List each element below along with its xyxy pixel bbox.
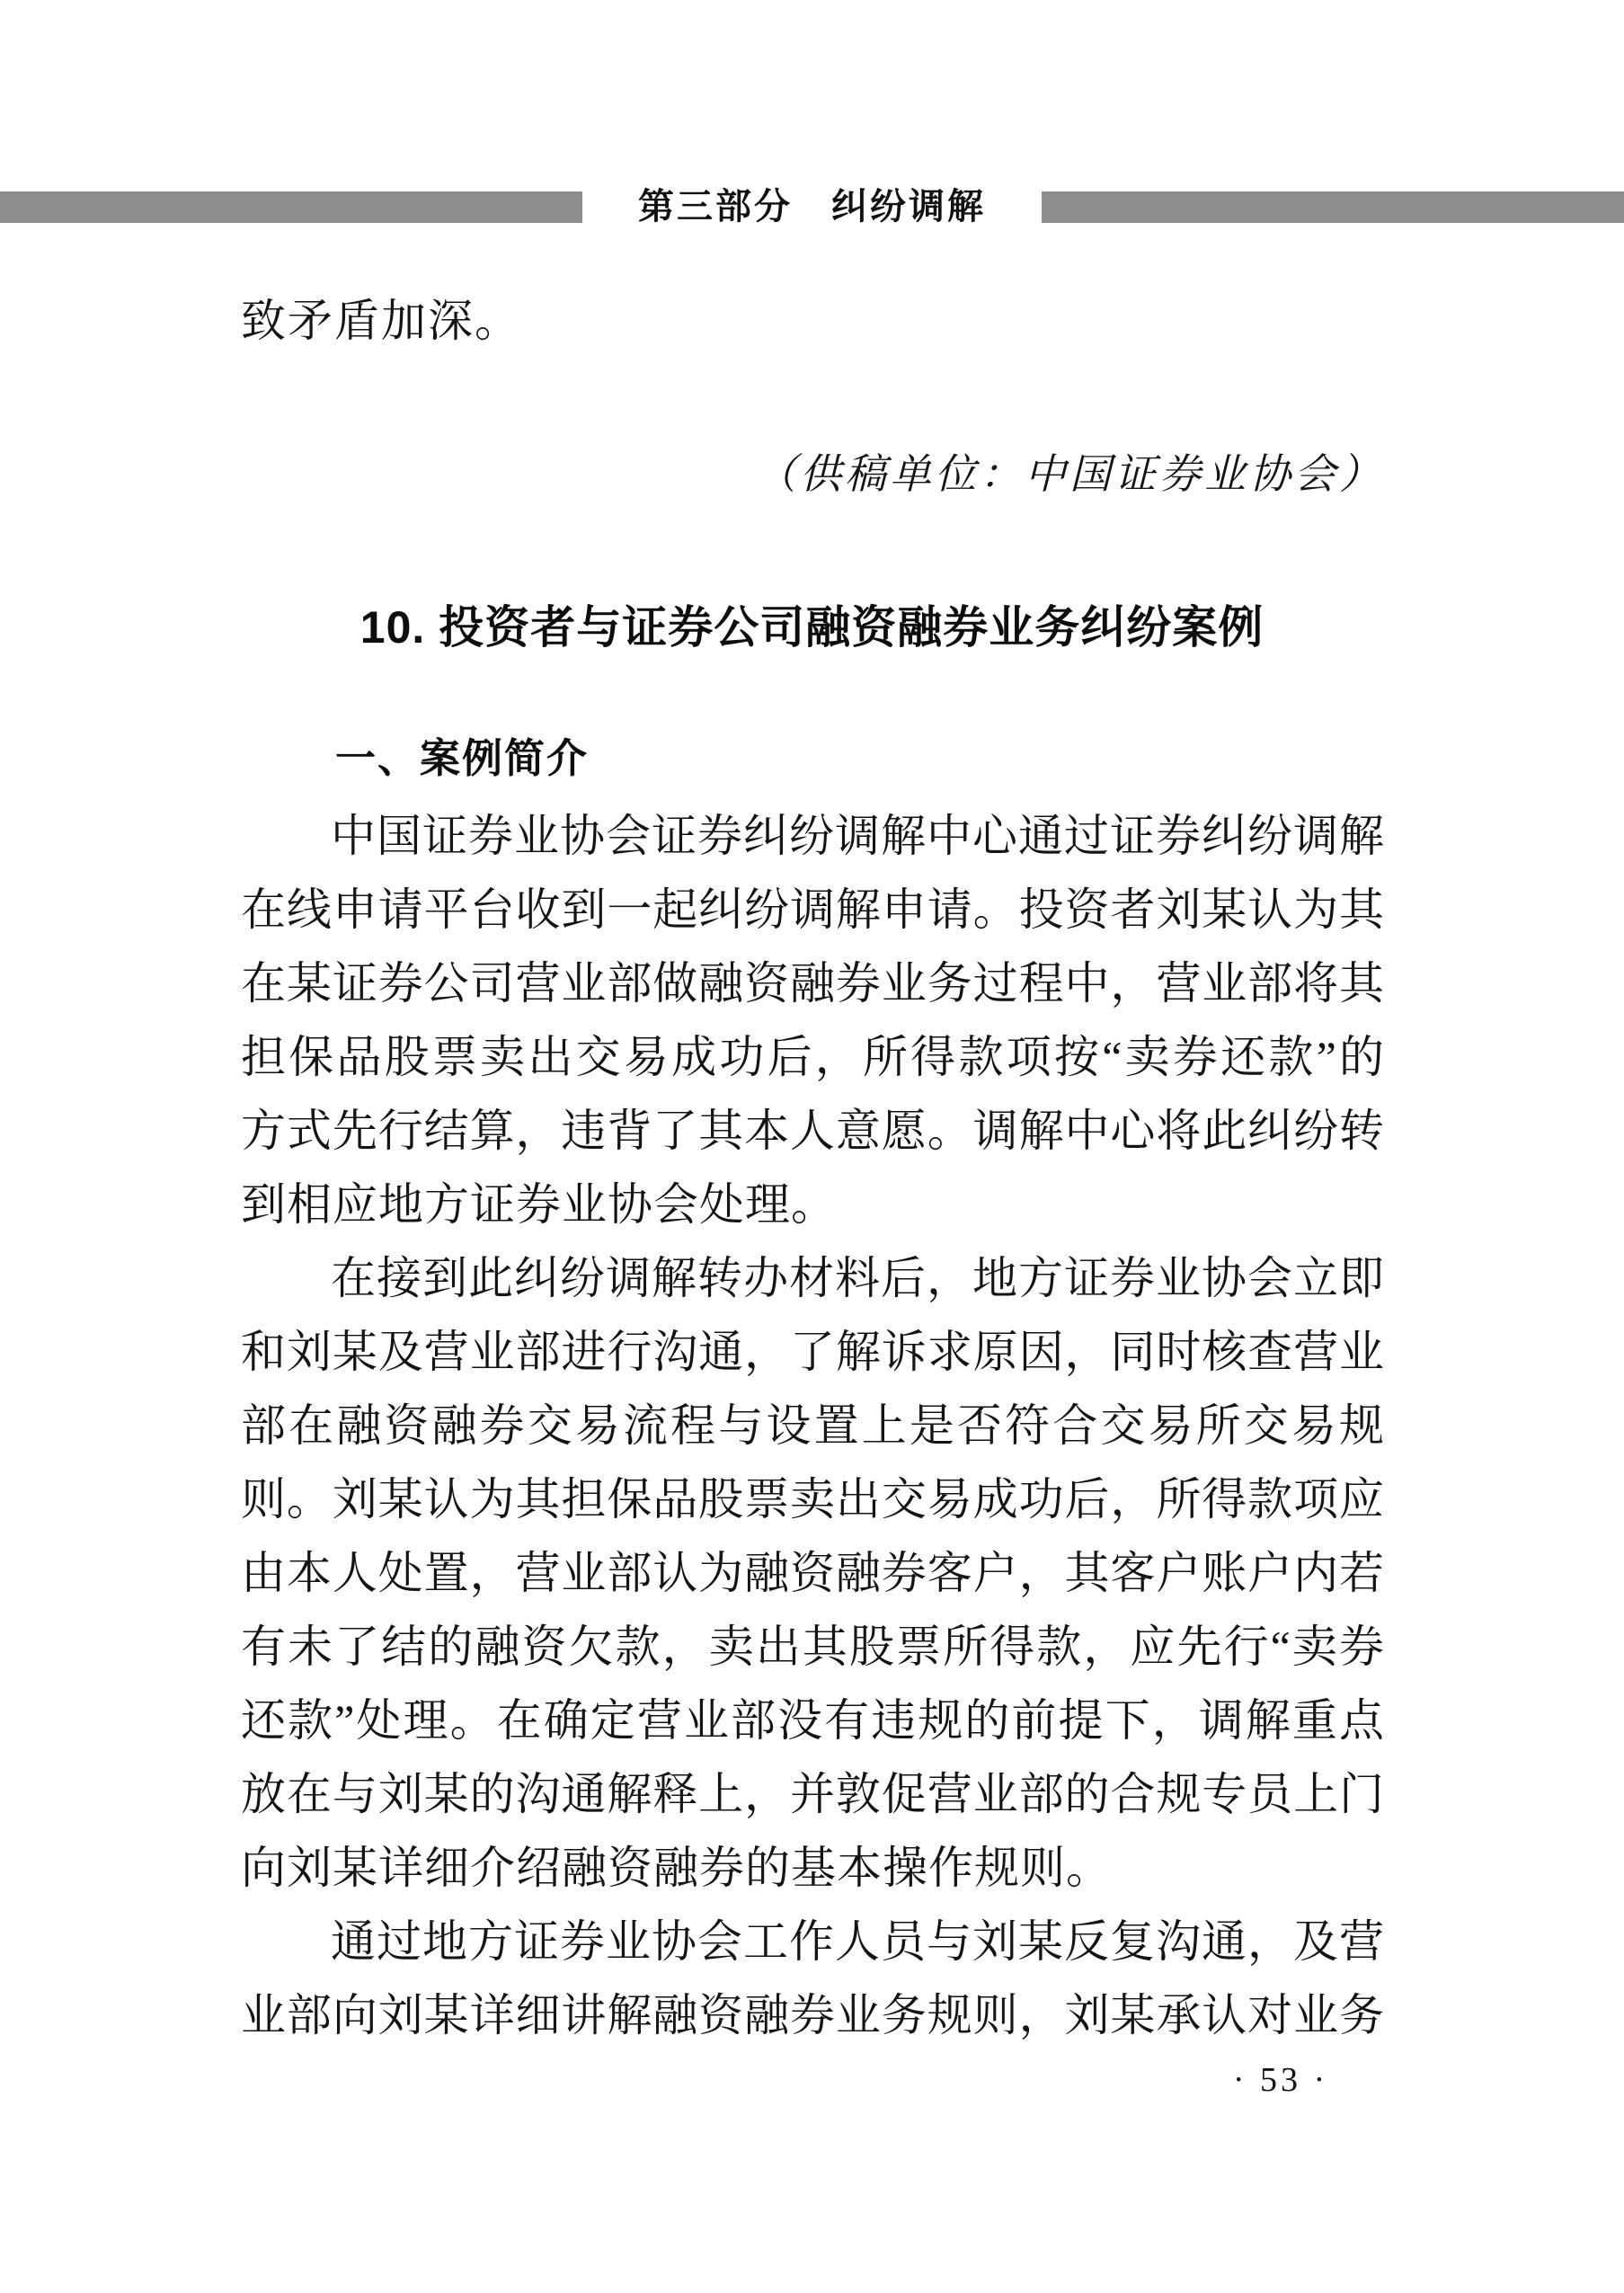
running-head-title: 第三部分 纠纷调解 bbox=[638, 187, 986, 227]
carryover-text-line: 致矛盾加深。 bbox=[241, 296, 521, 346]
case-intro-subheading: 一、案例简介 bbox=[335, 735, 590, 781]
body-line: 中国证券业协会证券纠纷调解中心通过证券纠纷调解 bbox=[331, 811, 1384, 861]
body-line: 还款”处理。在确定营业部没有违规的前提下，调解重点 bbox=[241, 1695, 1384, 1746]
body-line: 在接到此纠纷调解转办材料后，地方证券业协会立即 bbox=[331, 1253, 1384, 1303]
body-line: 有未了结的融资欠款，卖出其股票所得款，应先行“卖券 bbox=[241, 1622, 1384, 1672]
body-line: 业部向刘某详细讲解融资融券业务规则，刘某承认对业务 bbox=[241, 1990, 1384, 2040]
body-text-block bbox=[241, 799, 1384, 2052]
header-rule-left bbox=[0, 191, 582, 223]
attribution-line: （供稿单位：中国证券业协会） bbox=[755, 451, 1384, 497]
running-header bbox=[0, 187, 1624, 227]
body-line: 通过地方证券业协会工作人员与刘某反复沟通，及营 bbox=[331, 1916, 1384, 1967]
header-rule-right bbox=[1042, 191, 1624, 223]
body-line: 则。刘某认为其担保品股票卖出交易成功后，所得款项应 bbox=[241, 1474, 1384, 1524]
body-line: 向刘某详细介绍融资融券的基本操作规则。 bbox=[241, 1843, 1112, 1893]
body-line: 由本人处置，营业部认为融资融券客户，其客户账户内若 bbox=[241, 1548, 1384, 1598]
body-line: 和刘某及营业部进行沟通，了解诉求原因，同时核查营业 bbox=[241, 1327, 1384, 1377]
body-line: 放在与刘某的沟通解释上，并敦促营业部的合规专员上门 bbox=[241, 1769, 1384, 1819]
body-line: 方式先行结算，违背了其本人意愿。调解中心将此纠纷转 bbox=[241, 1106, 1384, 1156]
body-line: 担保品股票卖出交易成功后，所得款项按“卖券还款”的 bbox=[241, 1032, 1384, 1082]
body-line: 到相应地方证券业协会处理。 bbox=[241, 1179, 837, 1230]
body-line: 在某证券公司营业部做融资融券业务过程中，营业部将其 bbox=[241, 958, 1384, 1009]
page-number: · 53 · bbox=[1232, 2061, 1329, 2099]
case-section-heading: 10. 投资者与证券公司融资融券业务纠纷案例 bbox=[359, 602, 1265, 653]
body-line: 在线申请平台收到一起纠纷调解申请。投资者刘某认为其 bbox=[241, 884, 1384, 935]
body-line: 部在融资融券交易流程与设置上是否符合交易所交易规 bbox=[241, 1400, 1384, 1451]
